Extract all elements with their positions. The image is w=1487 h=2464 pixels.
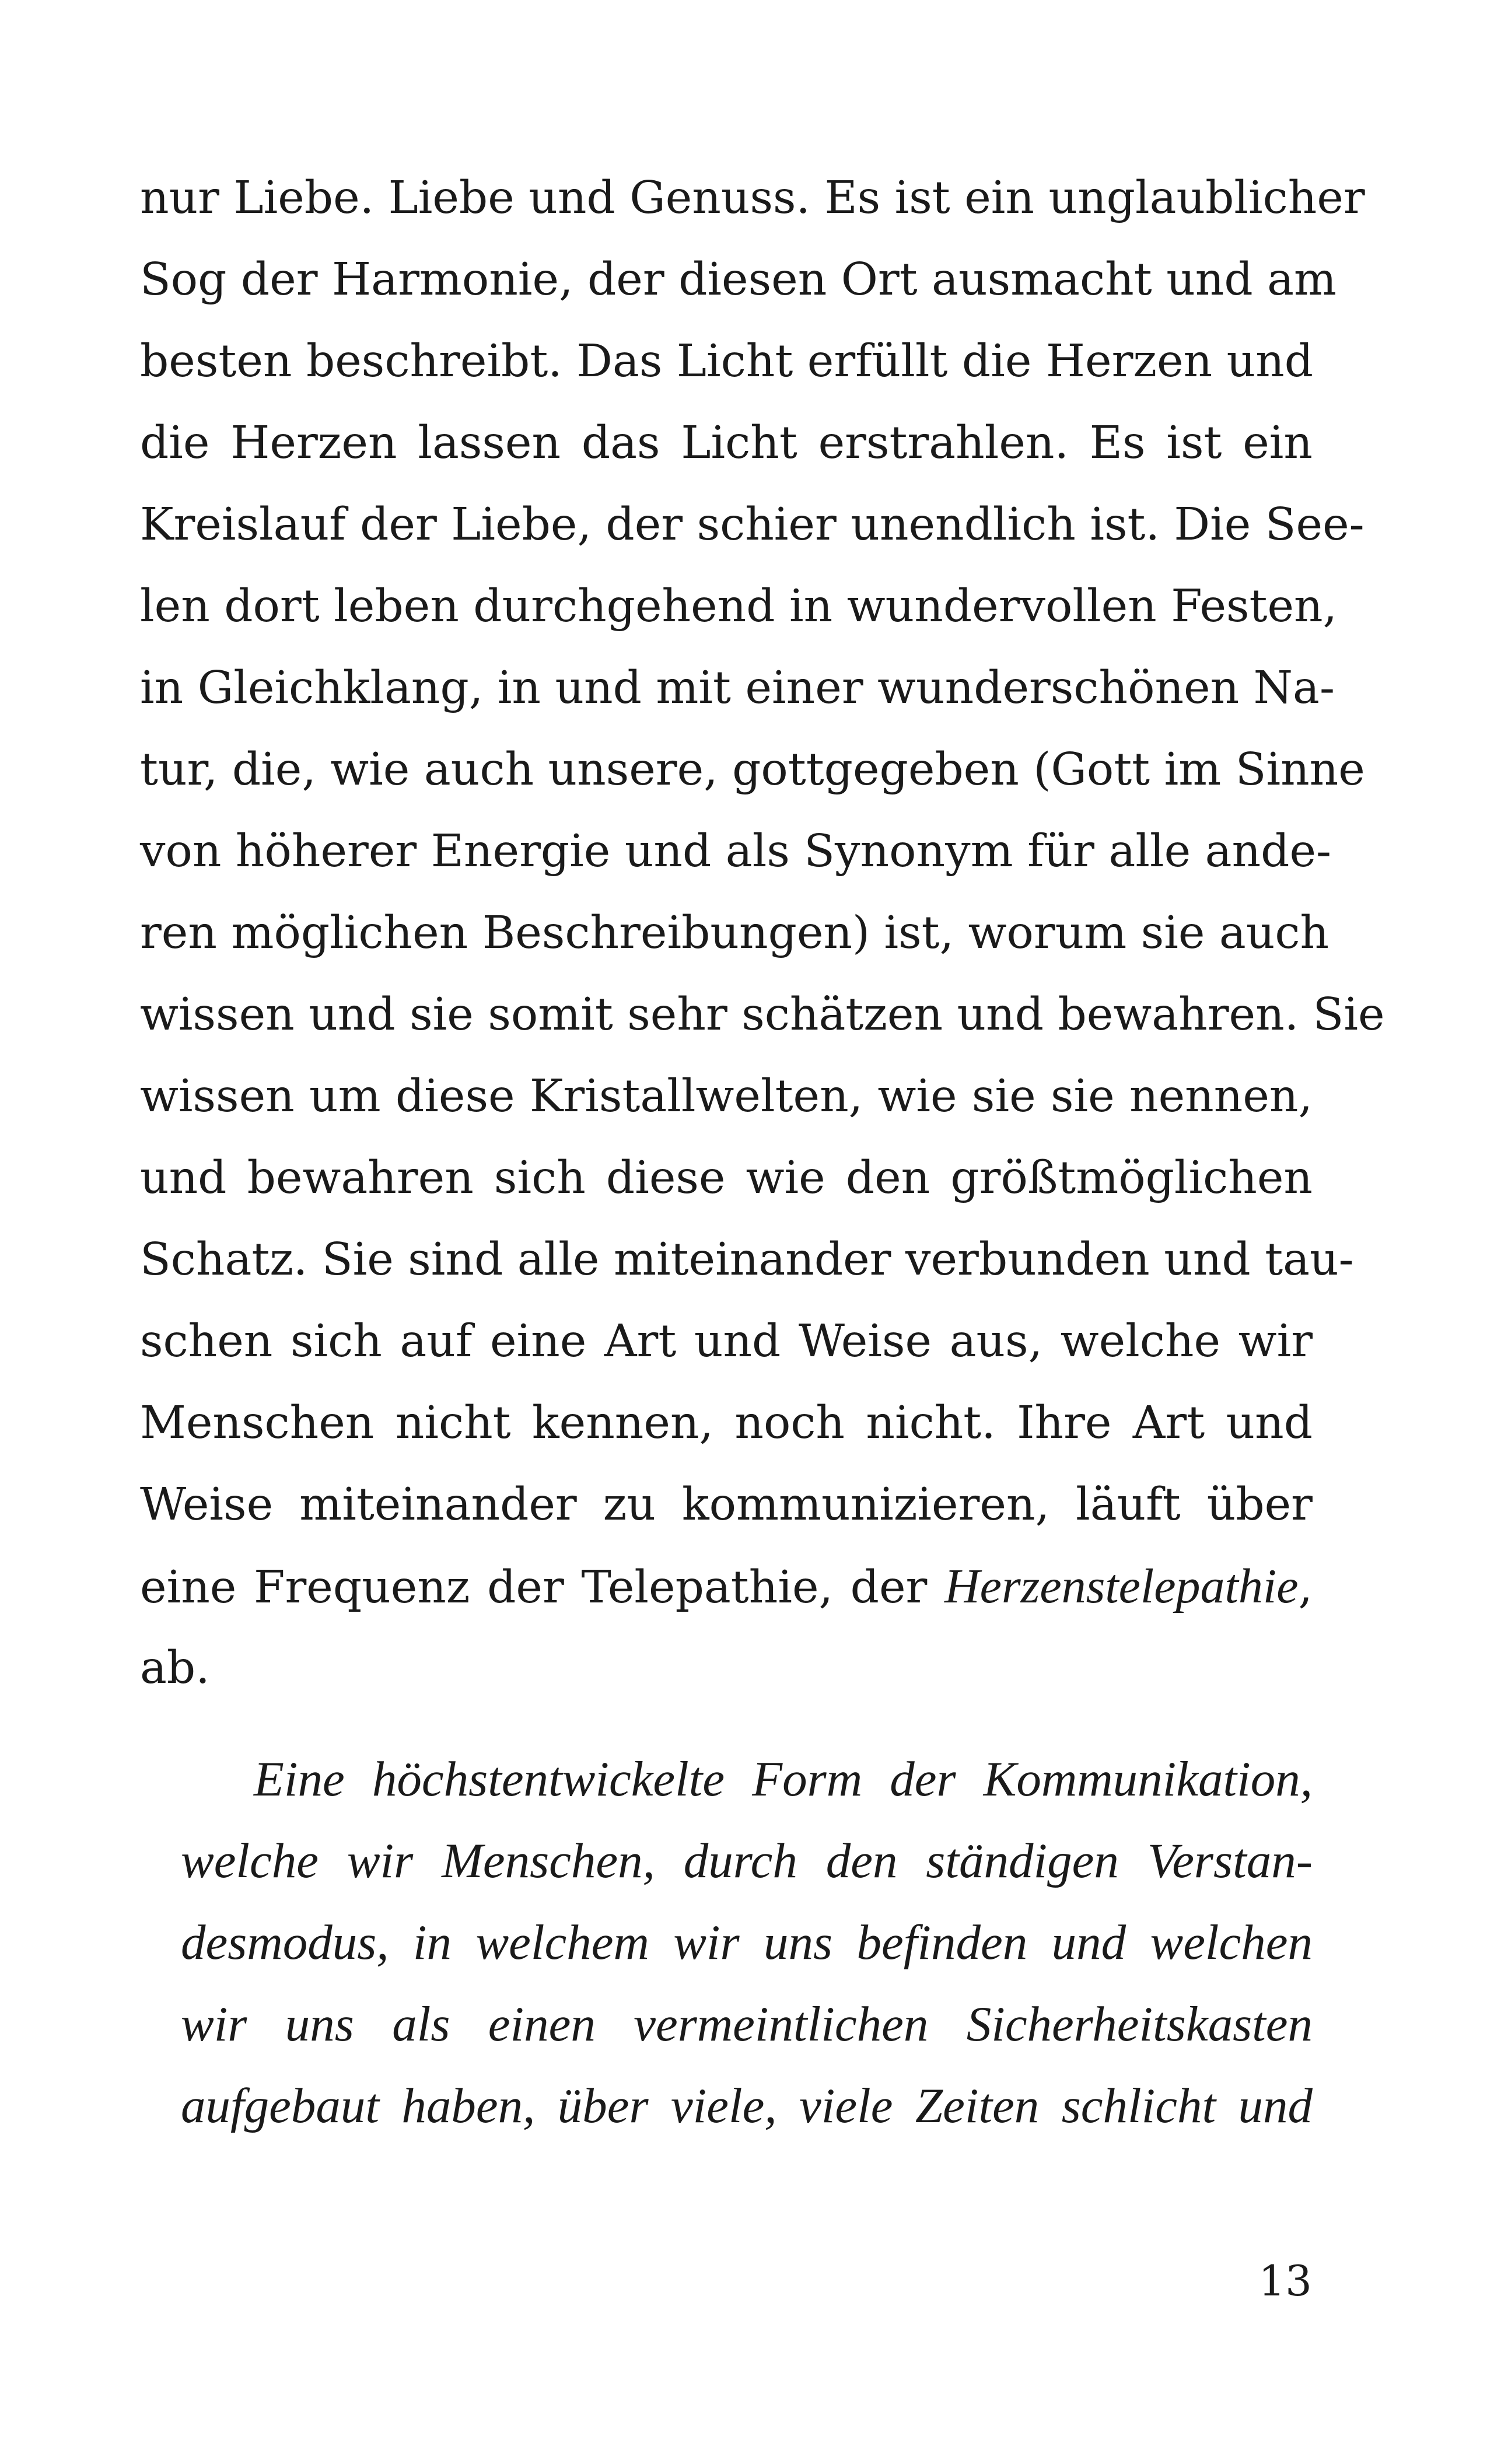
body-line: ren möglichen Beschreibungen) ist, worum sie auch <box>140 907 1329 959</box>
body-line: Schatz. Sie sind alle miteinander verbunden und tau- <box>140 1234 1354 1286</box>
body-line: tur, die, wie auch unsere, gottgegeben (Gott im Sinne <box>140 744 1365 796</box>
body-line: len dort leben durchgehend in wundervollen Festen, <box>140 580 1338 632</box>
quote-line: welche wir Menschen, durch den ständigen Verstan- <box>181 1833 1313 1888</box>
body-line: wissen um diese Kristallwelten, wie sie sie nennen, <box>140 1070 1313 1122</box>
body-line: die Herzen lassen das Licht erstrahlen. Es ist ein <box>140 417 1313 469</box>
body-line: nur Liebe. Liebe und Genuss. Es ist ein unglaublicher <box>140 172 1365 224</box>
body-line: ab. <box>140 1642 210 1694</box>
page-number: 13 <box>1258 2256 1312 2305</box>
quote-line: desmodus, in welchem wir uns befinden und welchen <box>181 1915 1313 1970</box>
body-line: Sog der Harmonie, der diesen Ort ausmacht und am <box>140 254 1337 306</box>
body-text: eine Frequenz der Telepathie, der <box>140 1562 945 1614</box>
body-line <box>140 1546 1313 1628</box>
body-line: in Gleichklang, in und mit einer wunderschönen Na- <box>140 662 1335 714</box>
quote-line: aufgebaut haben, über viele, viele Zeiten schlicht und <box>181 2078 1313 2133</box>
body-line: besten beschreibt. Das Licht erfüllt die Herzen und <box>140 335 1314 387</box>
body-line: wissen und sie somit sehr schätzen und bewahren. Sie <box>140 989 1385 1041</box>
quote-line: Eine höchstentwickelte Form der Kommunikation, <box>254 1752 1313 1807</box>
body-line: Menschen nicht kennen, noch nicht. Ihre Art und <box>140 1397 1313 1449</box>
body-line: Weise miteinander zu kommunizieren, läuft über <box>140 1479 1313 1531</box>
body-line: schen sich auf eine Art und Weise aus, welche wir <box>140 1315 1313 1367</box>
body-line: von höherer Energie und als Synonym für alle ande- <box>140 825 1332 877</box>
body-text: , <box>1298 1562 1313 1614</box>
body-line: Kreislauf der Liebe, der schier unendlich ist. Die See- <box>140 499 1364 551</box>
body-line: und bewahren sich diese wie den größtmöglichen <box>140 1152 1313 1204</box>
emphasized-term: Herzenstelepathie <box>944 1559 1299 1614</box>
quote-line: wir uns als einen vermeintlichen Sicherheitskasten <box>181 1997 1313 2052</box>
